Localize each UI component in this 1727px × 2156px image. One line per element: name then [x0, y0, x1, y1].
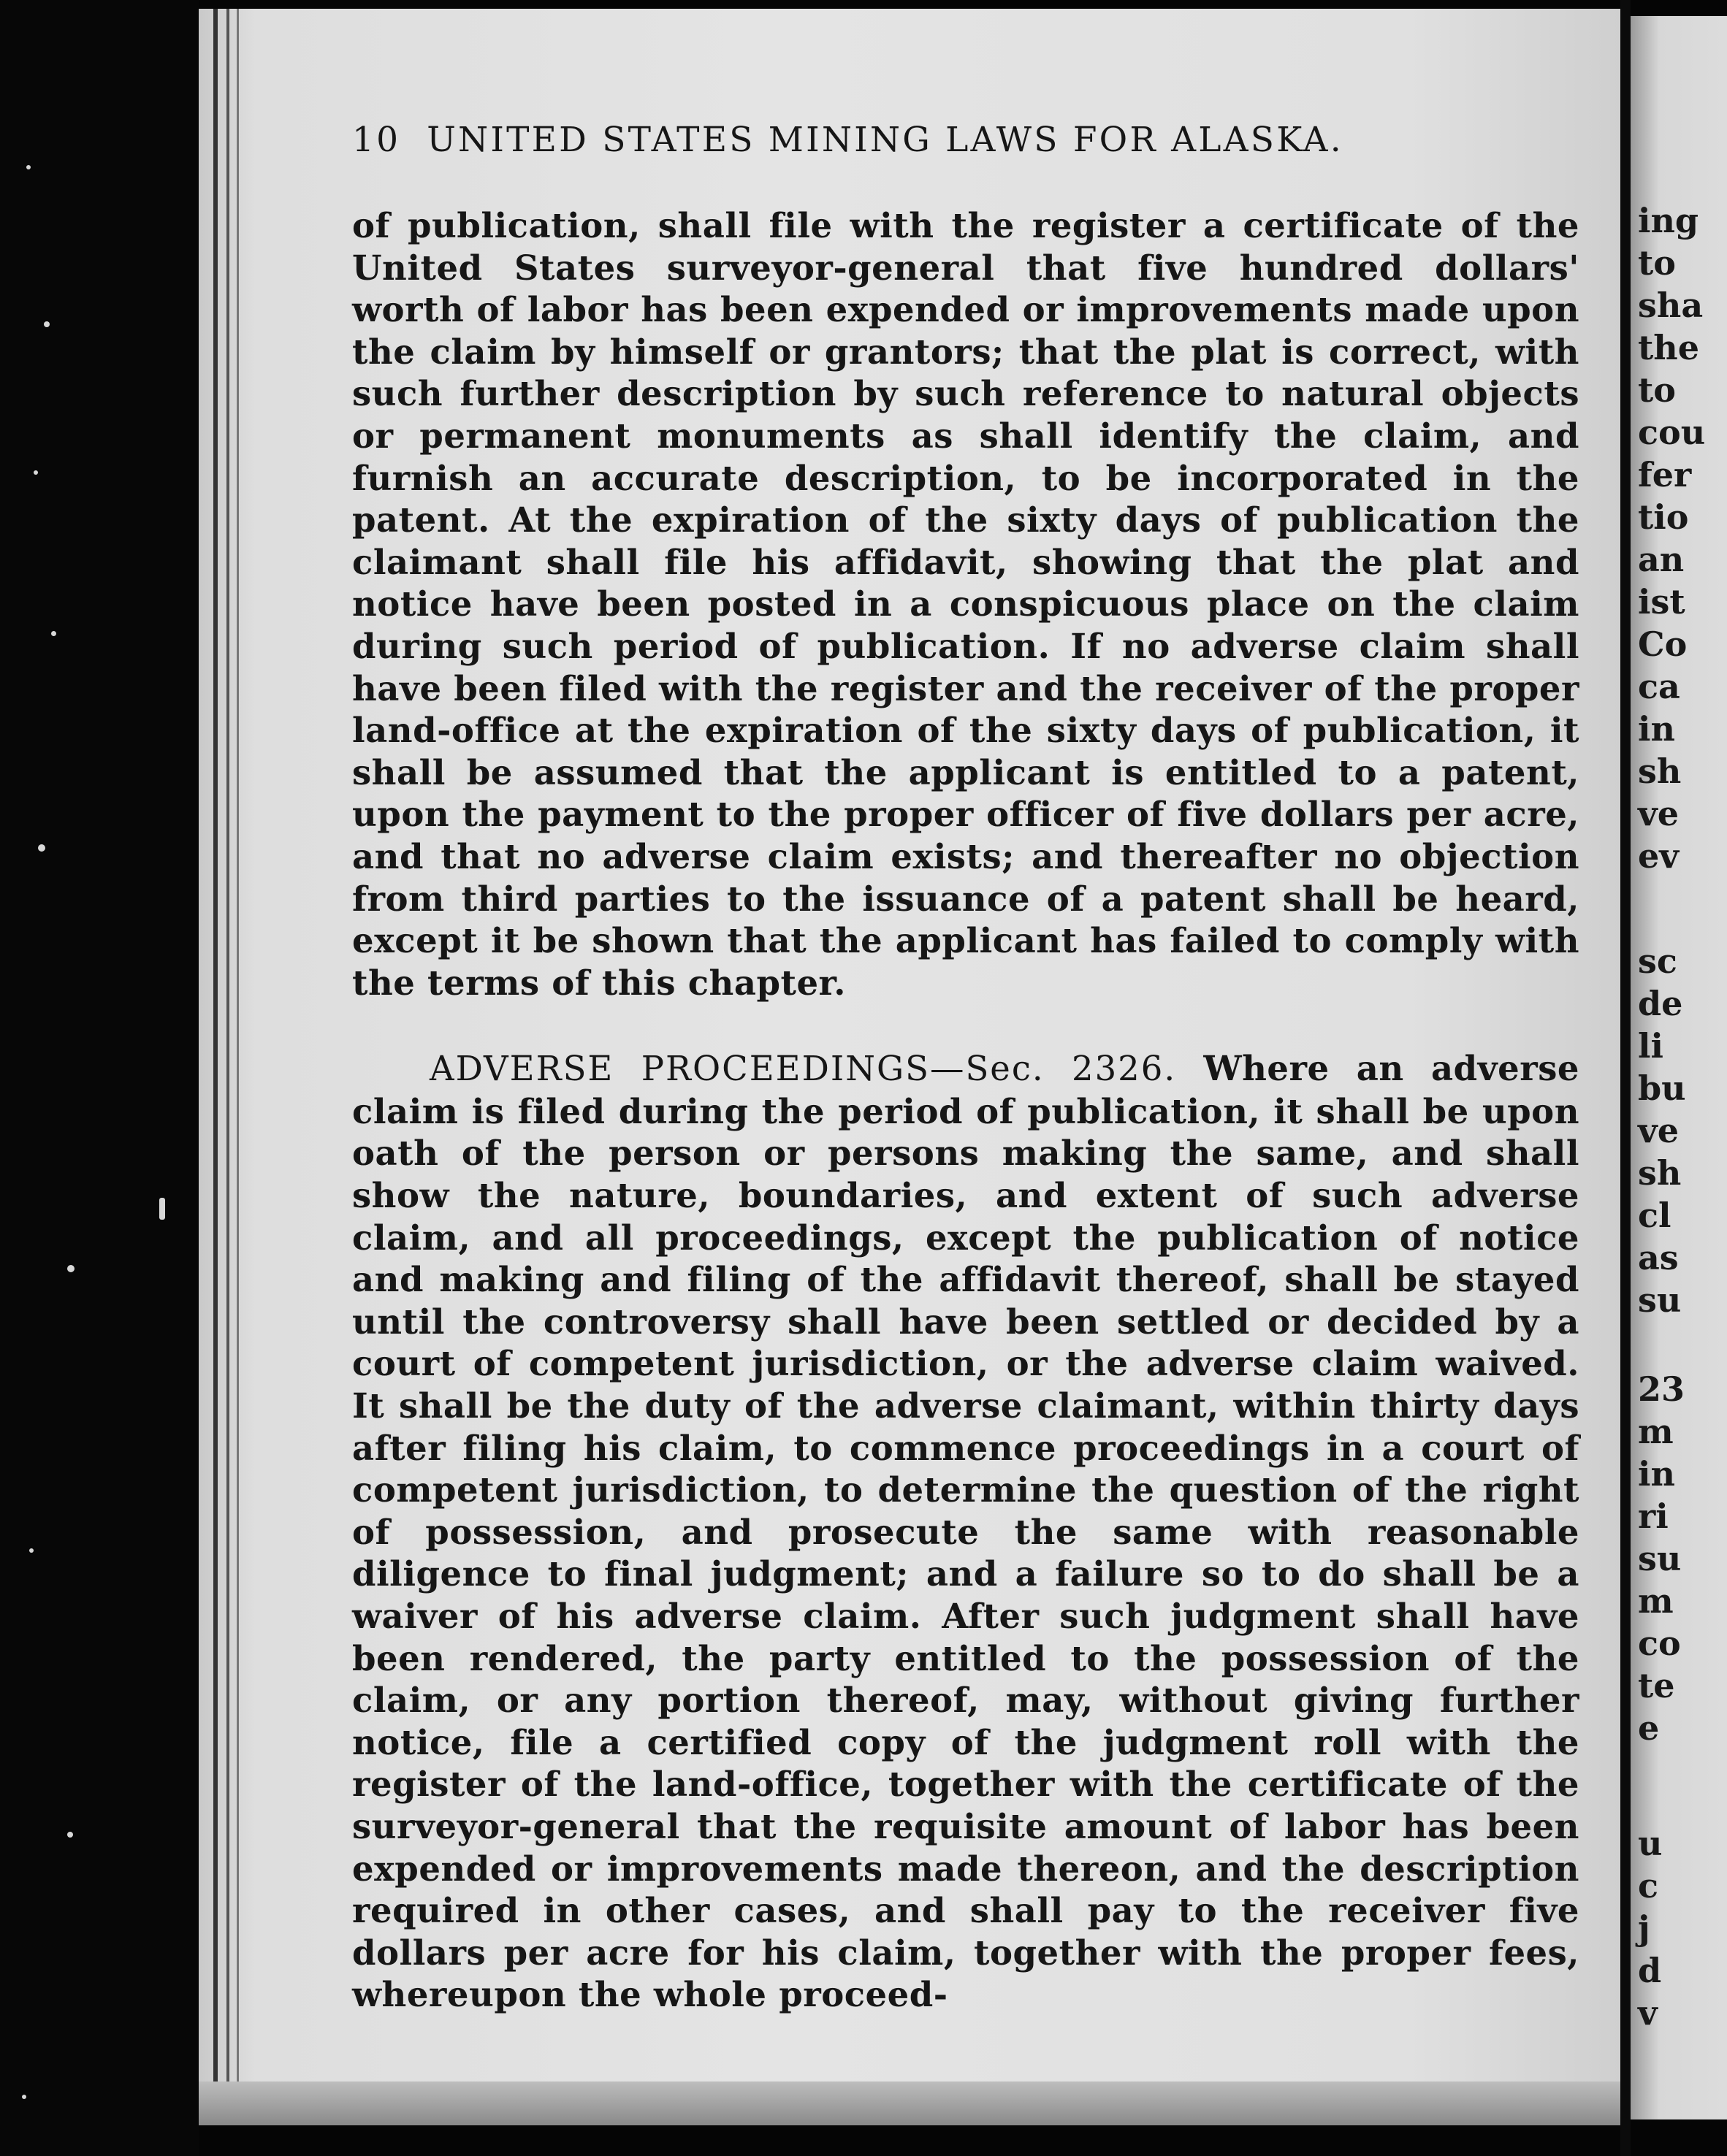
facing-fragment: the	[1638, 328, 1699, 367]
page-bottom-edge	[199, 2082, 1620, 2125]
facing-fragment: m	[1638, 1412, 1674, 1451]
dust-speck	[44, 321, 50, 327]
dust-speck	[26, 165, 31, 169]
facing-fragment: te	[1638, 1666, 1675, 1705]
dust-speck	[22, 2095, 26, 2099]
facing-fragment: cl	[1638, 1196, 1671, 1235]
running-title: UNITED STATES MINING LAWS FOR ALASKA.	[427, 120, 1343, 160]
facing-fragment: as	[1638, 1238, 1679, 1277]
facing-fragment: ri	[1638, 1496, 1669, 1536]
paragraph-text: Where an adverse claim is filed during the period of publication, it shall be upon oath of the person or persons making the same, and shall show the nature, boundaries, and extent of such adverse claim, and all proceedings, except the publication of notice and making and filing of the affidavit thereof, shall be stayed until the controversy shall have been settled or decided by a court of competent jurisdiction, or the adverse claim waived. It shall be the duty of the adverse claimant, within thirty days after filing his claim, to commence proceedings in a court of competent jurisdiction, to determine the question of the right of possession, and prosecute the same with reasonable diligence to final judgment; and a failure so to do shall be a waiver of his adverse claim. After such judgment shall have been rendered, the party entitled to the possession of the claim, or any portion thereof, may, without giving further notice, file a certified copy of the judgment roll with the register of the land-office, together with the certificate of the surveyor-general that the requisite amount of labor has been expended or improvements made thereon, and the description required in other cases, and shall pay to the receiver five dollars per acre for his claim, together with the proper fees, whereupon the whole proceed-	[352, 1048, 1579, 2015]
facing-fragment: in	[1638, 1454, 1675, 1494]
running-header	[352, 120, 1652, 160]
body-text	[352, 204, 1579, 2016]
book-page	[199, 9, 1620, 2125]
facing-fragment: ve	[1638, 794, 1679, 833]
dust-speck	[159, 1198, 165, 1220]
dust-speck	[34, 470, 38, 475]
facing-fragment: sc	[1638, 941, 1677, 981]
facing-fragment: an	[1638, 540, 1685, 579]
page-edge-line	[213, 9, 218, 2083]
facing-page	[1631, 16, 1727, 2119]
facing-fragment: d	[1638, 1951, 1662, 1990]
facing-fragment: cou	[1638, 413, 1706, 452]
facing-fragment: bu	[1638, 1069, 1686, 1108]
facing-fragment: m	[1638, 1581, 1674, 1621]
facing-fragment: ing	[1638, 201, 1699, 240]
facing-fragment: li	[1638, 1026, 1663, 1066]
dust-speck	[38, 844, 45, 852]
facing-fragment: to	[1638, 370, 1676, 410]
facing-fragment: fer	[1638, 455, 1692, 494]
facing-fragment: sha	[1638, 286, 1704, 325]
facing-fragment: 23	[1638, 1369, 1685, 1409]
facing-fragment: in	[1638, 709, 1675, 749]
facing-fragment: e	[1638, 1708, 1660, 1748]
facing-fragment: ca	[1638, 667, 1680, 706]
dust-speck	[29, 1548, 34, 1553]
facing-fragment: ve	[1638, 1111, 1679, 1150]
paragraph-text: of publication, shall file with the register a certificate of the United States surveyor-general that five hundred dollars' worth of labor has been expended or improvements made upon the claim by himself or grantors; that the plat is correct, with such further description by such reference to natural objects or permanent monuments as shall identify the claim, and furnish an accurate description, to be incorporated in the patent. At the expiration of the sixty days of publication the claimant shall file his affidavit, showing that the plat and notice have been posted in a conspicuous place on the claim during such period of publication. If no adverse claim shall have been filed with the register and the receiver of the proper land-office at the expiration of the sixty days of publication, it shall be assumed that the applicant is entitled to a patent, upon the payment to the proper officer of five dollars per acre, and that no adverse claim exists; and thereafter no objection from third parties to the issuance of a patent shall be heard, except it be shown that the applicant has failed to comply with the terms of this chapter.	[352, 205, 1579, 1003]
paragraph	[352, 204, 1579, 1004]
dust-speck	[51, 631, 56, 636]
scanner-left-margin	[0, 0, 199, 2156]
facing-fragment: u	[1638, 1824, 1663, 1863]
facing-fragment: su	[1638, 1280, 1682, 1320]
facing-fragment: sh	[1638, 1153, 1682, 1193]
page-number: 10	[352, 120, 401, 160]
facing-fragment: v	[1638, 1993, 1658, 2033]
facing-fragment: de	[1638, 984, 1683, 1023]
facing-fragment: j	[1638, 1908, 1650, 1948]
dust-speck	[67, 1832, 73, 1838]
facing-fragment: to	[1638, 243, 1676, 283]
facing-fragment: sh	[1638, 752, 1682, 791]
section-heading: ADVERSE PROCEEDINGS—Sec. 2326.	[430, 1049, 1177, 1089]
facing-fragment: c	[1638, 1866, 1659, 1905]
facing-fragment: ev	[1638, 836, 1679, 876]
paragraph	[352, 1047, 1579, 2016]
page-edge-line	[226, 9, 229, 2083]
book-gutter	[1620, 0, 1631, 2156]
facing-fragment: Co	[1638, 624, 1688, 664]
dust-speck	[67, 1265, 75, 1272]
facing-fragment: co	[1638, 1624, 1681, 1663]
facing-fragment: ist	[1638, 582, 1685, 622]
page-edge-line	[237, 9, 239, 2083]
facing-fragment: su	[1638, 1539, 1682, 1578]
facing-fragment: tio	[1638, 497, 1689, 537]
